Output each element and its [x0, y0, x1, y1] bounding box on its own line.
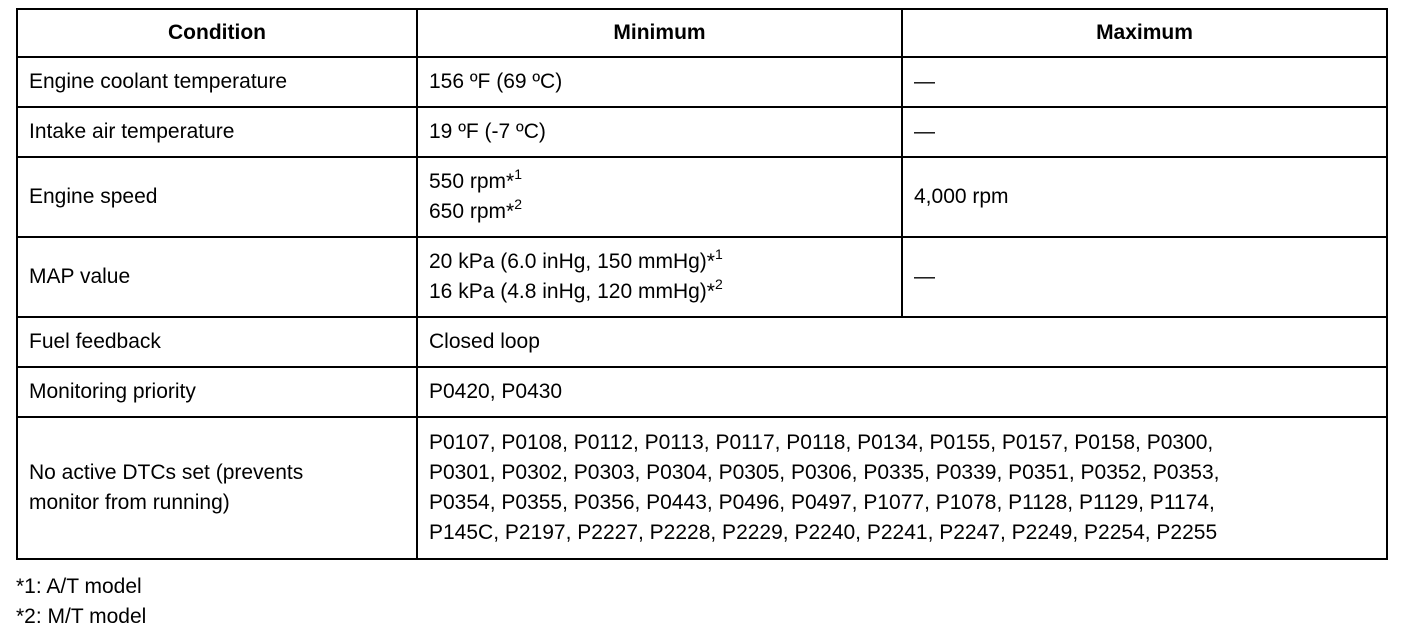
minimum-line [429, 277, 890, 307]
minimum-cell [417, 237, 902, 317]
condition-cell [17, 417, 417, 559]
table-header-row [17, 9, 1387, 57]
maximum-cell: — [902, 237, 1387, 317]
dtc-line: P0107, P0108, P0112, P0113, P0117, P0118, P0134, P0155, P0157, P0158, P0300, [429, 431, 1214, 454]
dtc-list-cell [417, 417, 1387, 559]
minimum-line-text: 16 kPa (4.8 inHg, 120 mmHg)* [429, 280, 715, 303]
dtc-line: P145C, P2197, P2227, P2228, P2229, P2240, P2241, P2247, P2249, P2254, P2255 [429, 521, 1218, 544]
condition-line: No active DTCs set (prevents [29, 461, 304, 484]
minimum-cell: 19 ºF (-7 ºC) [417, 107, 902, 157]
table-row [17, 237, 1387, 317]
condition-cell: Intake air temperature [17, 107, 417, 157]
footnote: *1: A/T model [16, 575, 142, 598]
minimum-line [429, 247, 890, 277]
condition-cell: Monitoring priority [17, 367, 417, 417]
header-minimum: Minimum [417, 9, 902, 57]
minimum-cell: 156 ºF (69 ºC) [417, 57, 902, 107]
minimum-line-text: 550 rpm* [429, 170, 515, 193]
table-row [17, 157, 1387, 237]
value-cell: Closed loop [417, 317, 1387, 367]
condition-line: monitor from running) [29, 491, 230, 514]
header-maximum: Maximum [902, 9, 1387, 57]
table-row [17, 417, 1387, 559]
footnote-marker: 1 [514, 166, 523, 182]
table-row [17, 57, 1387, 107]
condition-cell: Engine coolant temperature [17, 57, 417, 107]
footnotes [16, 572, 146, 632]
condition-cell: Engine speed [17, 157, 417, 237]
table-row [17, 367, 1387, 417]
conditions-table [16, 8, 1388, 560]
maximum-cell: — [902, 57, 1387, 107]
minimum-line [429, 197, 890, 227]
dtc-line: P0301, P0302, P0303, P0304, P0305, P0306, P0335, P0339, P0351, P0352, P0353, [429, 461, 1220, 484]
footnote: *2: M/T model [16, 605, 147, 628]
minimum-cell [417, 157, 902, 237]
minimum-line-text: 650 rpm* [429, 200, 515, 223]
dtc-line: P0354, P0355, P0356, P0443, P0496, P0497, P1077, P1078, P1128, P1129, P1174, [429, 491, 1215, 514]
footnote-marker: 2 [514, 196, 523, 212]
header-condition: Condition [17, 9, 417, 57]
footnote-marker: 1 [714, 246, 723, 262]
minimum-line-text: 20 kPa (6.0 inHg, 150 mmHg)* [429, 250, 715, 273]
table-row [17, 317, 1387, 367]
value-cell: P0420, P0430 [417, 367, 1387, 417]
table-row [17, 107, 1387, 157]
minimum-line [429, 167, 890, 197]
maximum-cell: 4,000 rpm [902, 157, 1387, 237]
condition-cell: MAP value [17, 237, 417, 317]
footnote-marker: 2 [714, 276, 723, 292]
maximum-cell: — [902, 107, 1387, 157]
condition-cell: Fuel feedback [17, 317, 417, 367]
